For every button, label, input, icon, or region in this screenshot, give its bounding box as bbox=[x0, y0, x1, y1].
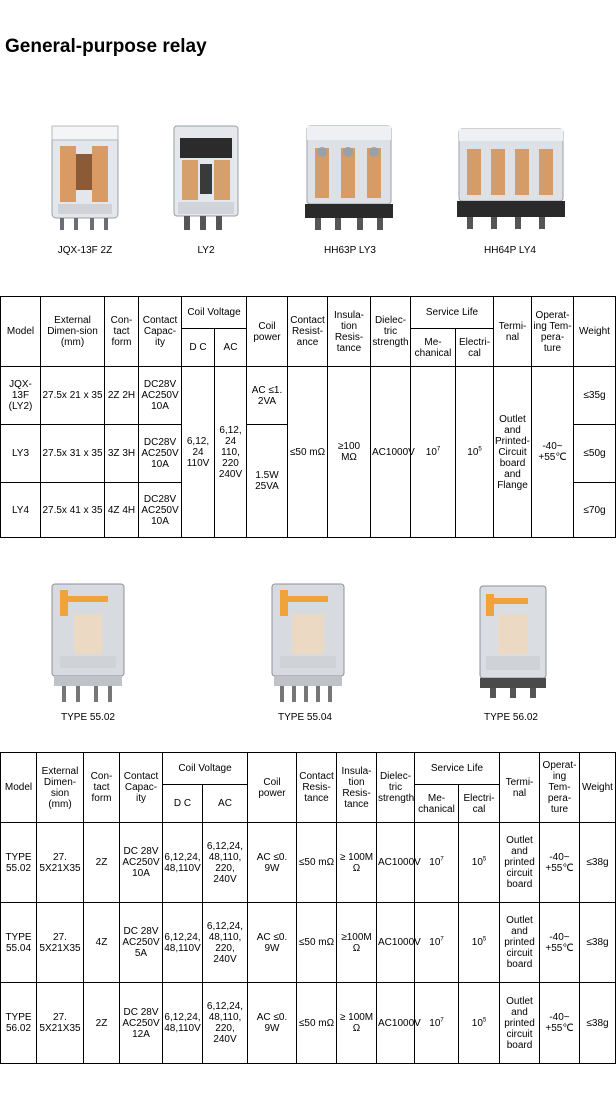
cell-dielectric: AC1000V bbox=[377, 903, 415, 983]
cell-electrical bbox=[459, 823, 500, 903]
relay-type5502-image bbox=[48, 580, 128, 708]
cell-model: TYPE 55.04 bbox=[1, 903, 37, 983]
cell-mechanical bbox=[415, 823, 459, 903]
cell-insulation: ≥100 MΩ bbox=[328, 367, 371, 538]
product-caption: TYPE 55.02 bbox=[61, 712, 115, 723]
header-contact-form: Con-tact form bbox=[84, 753, 120, 823]
cell-weight: ≤50g bbox=[574, 425, 616, 483]
cell-dielectric: AC1000V bbox=[371, 367, 411, 538]
header-model: Model bbox=[1, 753, 37, 823]
header-coil-power: Coil power bbox=[248, 753, 297, 823]
cell-insulation: ≥ 100M Ω bbox=[337, 823, 377, 903]
header-dimension: External Dimen-sion (mm) bbox=[37, 753, 84, 823]
cell-ac: 6,12,24, 48,110, 220, 240V bbox=[203, 823, 248, 903]
cell-weight: ≤38g bbox=[580, 983, 616, 1064]
header-insulation: Insula-tion Resis-tance bbox=[328, 297, 371, 367]
spec-table-type bbox=[0, 752, 616, 1064]
cell-op-temp: -40~ +55℃ bbox=[540, 903, 580, 983]
product-caption: LY2 bbox=[197, 245, 215, 256]
header-contact-capacity: Contact Capac-ity bbox=[139, 297, 182, 367]
cell-dielectric: AC1000V bbox=[377, 823, 415, 903]
cell-contact-form: 4Z bbox=[84, 903, 120, 983]
header-terminal: Termi-nal bbox=[500, 753, 540, 823]
relay-hh63p-image bbox=[303, 122, 395, 234]
mechanical-base: 10 bbox=[429, 857, 441, 868]
cell-contact-capacity: DC 28V AC250V 5A bbox=[120, 903, 163, 983]
cell-contact-resistance: ≤50 mΩ bbox=[297, 823, 337, 903]
electrical-exp: 5 bbox=[482, 856, 487, 863]
header-dc: D C bbox=[182, 329, 215, 367]
cell-contact-form: 4Z 4H bbox=[105, 483, 139, 538]
page-title: General-purpose relay bbox=[5, 36, 207, 57]
header-electrical: Electri-cal bbox=[456, 329, 494, 367]
cell-ac: 6,12, 24 110, 220 240V bbox=[215, 367, 247, 538]
mechanical-base: 10 bbox=[429, 1017, 441, 1029]
header-electrical: Electri-cal bbox=[459, 785, 500, 823]
cell-contact-resistance: ≤50 mΩ bbox=[288, 367, 328, 538]
cell-contact-form: 2Z 2H bbox=[105, 367, 139, 425]
header-op-temp: Operat-ing Tem-pera-ture bbox=[532, 297, 574, 367]
product-caption: JQX-13F 2Z bbox=[57, 245, 113, 256]
cell-dc: 6,12,24, 48,110V bbox=[163, 983, 203, 1064]
relay-jqx13f-image bbox=[46, 120, 124, 235]
cell-contact-capacity: DC28V AC250V 10A bbox=[139, 483, 182, 538]
cell-model: JQX-13F (LY2) bbox=[1, 367, 41, 425]
cell-weight: ≤70g bbox=[574, 483, 616, 538]
mechanical-exp: 7 bbox=[440, 1017, 444, 1024]
relay-type5504-image bbox=[268, 580, 348, 708]
cell-weight: ≤38g bbox=[580, 823, 616, 903]
header-dielectric: Dielec-tric strength bbox=[371, 297, 411, 367]
header-service-life: Service Life bbox=[411, 297, 494, 329]
cell-insulation: ≥100M Ω bbox=[337, 903, 377, 983]
cell-electrical bbox=[459, 903, 500, 983]
header-ac: AC bbox=[215, 329, 247, 367]
cell-dimension: 27.5x 41 x 35 bbox=[41, 483, 105, 538]
cell-contact-capacity: DC 28V AC250V 10A bbox=[120, 823, 163, 903]
relay-ly2-image bbox=[170, 120, 242, 235]
header-op-temp: Operat-ing Tem-pera-ture bbox=[540, 753, 580, 823]
header-mechanical: Me-chanical bbox=[411, 329, 456, 367]
cell-contact-capacity: DC 28V AC250V 12A bbox=[120, 983, 163, 1064]
mechanical-exp: 7 bbox=[440, 856, 444, 863]
cell-contact-form: 2Z bbox=[84, 983, 120, 1064]
mechanical-base: 10 bbox=[429, 937, 441, 948]
header-dimension: External Dimen-sion (mm) bbox=[41, 297, 105, 367]
cell-op-temp: -40~ +55℃ bbox=[540, 823, 580, 903]
cell-weight: ≤35g bbox=[574, 367, 616, 425]
header-coil-voltage: Coil Voltage bbox=[182, 297, 247, 329]
cell-model: LY4 bbox=[1, 483, 41, 538]
cell-mechanical bbox=[411, 367, 456, 538]
cell-model: LY3 bbox=[1, 425, 41, 483]
cell-terminal: Outlet and printed circuit board bbox=[500, 903, 540, 983]
cell-dimension: 27. 5X21X35 bbox=[37, 903, 84, 983]
header-contact-form: Con-tact form bbox=[105, 297, 139, 367]
electrical-base: 10 bbox=[467, 446, 479, 458]
cell-model: TYPE 55.02 bbox=[1, 823, 37, 903]
header-insulation: Insula-tion Resis-tance bbox=[337, 753, 377, 823]
electrical-base: 10 bbox=[471, 1017, 483, 1029]
header-mechanical: Me-chanical bbox=[415, 785, 459, 823]
cell-contact-form: 2Z bbox=[84, 823, 120, 903]
product-caption: TYPE 56.02 bbox=[484, 712, 538, 723]
header-weight: Weight bbox=[574, 297, 616, 367]
header-coil-power: Coil power bbox=[247, 297, 288, 367]
header-terminal: Termi-nal bbox=[494, 297, 532, 367]
cell-contact-resistance: ≤50 mΩ bbox=[297, 903, 337, 983]
header-contact-resistance: Contact Resist-ance bbox=[288, 297, 328, 367]
relay-hh64p-image bbox=[455, 125, 567, 233]
relay-type5602-image bbox=[476, 582, 550, 702]
product-caption: HH63P LY3 bbox=[324, 245, 376, 256]
header-dielectric: Dielec-tric strength bbox=[377, 753, 415, 823]
cell-terminal: Outlet and printed circuit board bbox=[500, 823, 540, 903]
cell-dimension: 27. 5X21X35 bbox=[37, 823, 84, 903]
cell-terminal: Outlet and Printed-Circuit board and Flange bbox=[494, 367, 532, 538]
cell-ac: 6,12,24, 48,110, 220, 240V bbox=[203, 983, 248, 1064]
cell-op-temp: -40~ +55℃ bbox=[532, 367, 574, 538]
product-caption: TYPE 55.04 bbox=[278, 712, 332, 723]
cell-contact-capacity: DC28V AC250V 10A bbox=[139, 425, 182, 483]
cell-model: TYPE 56.02 bbox=[1, 983, 37, 1064]
cell-contact-resistance: ≤50 mΩ bbox=[297, 983, 337, 1064]
cell-op-temp: -40~ +55℃ bbox=[540, 983, 580, 1064]
cell-dc: 6,12,24, 48,110V bbox=[163, 823, 203, 903]
cell-weight: ≤38g bbox=[580, 903, 616, 983]
header-contact-capacity: Contact Capac-ity bbox=[120, 753, 163, 823]
cell-dielectric: AC1000V bbox=[377, 983, 415, 1064]
electrical-base: 10 bbox=[471, 857, 483, 868]
cell-dimension: 27. 5X21X35 bbox=[37, 983, 84, 1064]
mechanical-base: 10 bbox=[425, 446, 437, 458]
cell-electrical bbox=[456, 367, 494, 538]
electrical-exp: 5 bbox=[482, 1017, 487, 1024]
mechanical-exp: 7 bbox=[440, 936, 444, 943]
cell-coil-power: AC ≤0. 9W bbox=[248, 903, 297, 983]
cell-coil-power: AC ≤1. 2VA bbox=[247, 367, 288, 425]
electrical-exp: 5 bbox=[478, 446, 482, 453]
cell-contact-form: 3Z 3H bbox=[105, 425, 139, 483]
product-caption: HH64P LY4 bbox=[484, 245, 536, 256]
cell-ac: 6,12,24, 48,110, 220, 240V bbox=[203, 903, 248, 983]
cell-coil-power: 1.5W 25VA bbox=[247, 425, 288, 538]
header-model: Model bbox=[1, 297, 41, 367]
header-contact-resistance: Contact Resis-tance bbox=[297, 753, 337, 823]
cell-dc: 6,12, 24 110V bbox=[182, 367, 215, 538]
header-dc: D C bbox=[163, 785, 203, 823]
cell-insulation: ≥ 100M Ω bbox=[337, 983, 377, 1064]
cell-electrical bbox=[459, 983, 500, 1064]
cell-terminal: Outlet and printed circuit board bbox=[500, 983, 540, 1064]
cell-coil-power: AC ≤0. 9W bbox=[248, 823, 297, 903]
cell-dimension: 27.5x 21 x 35 bbox=[41, 367, 105, 425]
cell-dc: 6,12,24, 48,110V bbox=[163, 903, 203, 983]
cell-mechanical bbox=[415, 983, 459, 1064]
electrical-base: 10 bbox=[471, 937, 483, 948]
header-coil-voltage: Coil Voltage bbox=[163, 753, 248, 785]
electrical-exp: 5 bbox=[482, 936, 487, 943]
header-weight: Weight bbox=[580, 753, 616, 823]
spec-table-ly bbox=[0, 296, 616, 538]
cell-mechanical bbox=[415, 903, 459, 983]
cell-coil-power: AC ≤0. 9W bbox=[248, 983, 297, 1064]
cell-dimension: 27.5x 31 x 35 bbox=[41, 425, 105, 483]
cell-contact-capacity: DC28V AC250V 10A bbox=[139, 367, 182, 425]
header-ac: AC bbox=[203, 785, 248, 823]
header-service-life: Service Life bbox=[415, 753, 500, 785]
mechanical-exp: 7 bbox=[436, 446, 441, 453]
